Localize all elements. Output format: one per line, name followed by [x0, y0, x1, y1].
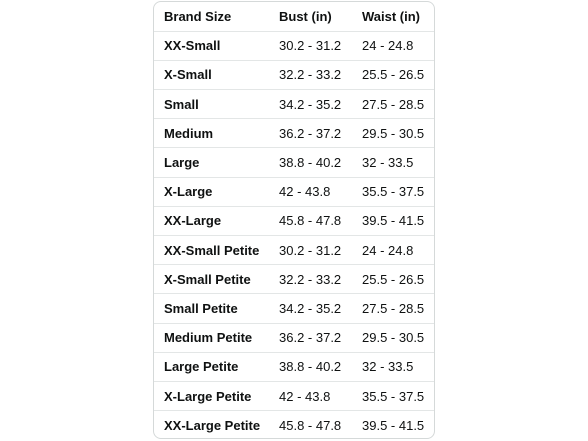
table-row — [154, 60, 434, 89]
size-cell: Small Petite — [154, 294, 269, 323]
size-cell: Large — [154, 148, 269, 177]
bust-cell: 38.8 - 40.2 — [269, 148, 352, 177]
size-cell: XX-Large Petite — [154, 411, 269, 439]
waist-cell: 35.5 - 37.5 — [352, 381, 434, 410]
table-row — [154, 294, 434, 323]
bust-cell: 45.8 - 47.8 — [269, 206, 352, 235]
table-row — [154, 31, 434, 60]
size-cell: Medium — [154, 119, 269, 148]
bust-cell: 36.2 - 37.2 — [269, 323, 352, 352]
bust-cell: 36.2 - 37.2 — [269, 119, 352, 148]
waist-cell: 39.5 - 41.5 — [352, 206, 434, 235]
waist-cell: 32 - 33.5 — [352, 352, 434, 381]
waist-cell: 24 - 24.8 — [352, 31, 434, 60]
size-cell: X-Small Petite — [154, 265, 269, 294]
bust-cell: 32.2 - 33.2 — [269, 265, 352, 294]
waist-cell: 25.5 - 26.5 — [352, 60, 434, 89]
table-row — [154, 119, 434, 148]
size-cell: Small — [154, 90, 269, 119]
waist-cell: 29.5 - 30.5 — [352, 119, 434, 148]
size-chart-table-container — [153, 1, 435, 439]
bust-cell: 32.2 - 33.2 — [269, 60, 352, 89]
size-cell: XX-Small Petite — [154, 236, 269, 265]
table-row — [154, 236, 434, 265]
table-row — [154, 148, 434, 177]
header-brand-size: Brand Size — [164, 8, 232, 24]
table-row — [154, 411, 434, 439]
table-row — [154, 265, 434, 294]
table-header-row — [154, 2, 434, 31]
size-cell: XX-Large — [154, 206, 269, 235]
size-cell: XX-Small — [154, 31, 269, 60]
waist-cell: 39.5 - 41.5 — [352, 411, 434, 439]
bust-cell: 30.2 - 31.2 — [269, 236, 352, 265]
header-waist: Waist (in) — [362, 8, 421, 24]
table-row — [154, 381, 434, 410]
table-row — [154, 90, 434, 119]
size-cell: X-Large Petite — [154, 381, 269, 410]
size-cell: Medium Petite — [154, 323, 269, 352]
waist-cell: 27.5 - 28.5 — [352, 294, 434, 323]
table-row — [154, 206, 434, 235]
bust-cell: 30.2 - 31.2 — [269, 31, 352, 60]
waist-cell: 25.5 - 26.5 — [352, 265, 434, 294]
size-cell: Large Petite — [154, 352, 269, 381]
bust-cell: 42 - 43.8 — [269, 177, 352, 206]
waist-cell: 35.5 - 37.5 — [352, 177, 434, 206]
waist-cell: 27.5 - 28.5 — [352, 90, 434, 119]
waist-cell: 32 - 33.5 — [352, 148, 434, 177]
waist-cell: 29.5 - 30.5 — [352, 323, 434, 352]
waist-cell: 24 - 24.8 — [352, 236, 434, 265]
table-row — [154, 323, 434, 352]
table-row — [154, 352, 434, 381]
bust-cell: 45.8 - 47.8 — [269, 411, 352, 439]
header-bust: Bust (in) — [279, 8, 332, 24]
bust-cell: 34.2 - 35.2 — [269, 90, 352, 119]
size-chart-table — [154, 2, 434, 439]
bust-cell: 34.2 - 35.2 — [269, 294, 352, 323]
table-row — [154, 177, 434, 206]
bust-cell: 38.8 - 40.2 — [269, 352, 352, 381]
bust-cell: 42 - 43.8 — [269, 381, 352, 410]
size-cell: X-Large — [154, 177, 269, 206]
size-cell: X-Small — [154, 60, 269, 89]
